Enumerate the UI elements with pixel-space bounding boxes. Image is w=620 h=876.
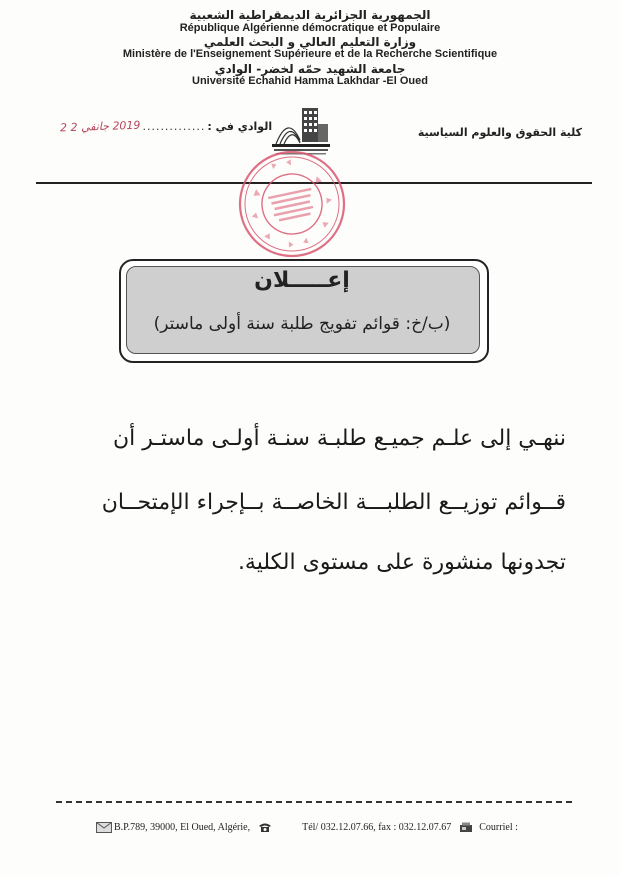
- header-university-ar: جامعة الشهيد حمّه لخضر- الوادي: [214, 62, 406, 76]
- body-line-2: قــوائم توزيــع الطلبـــة الخاصــة بــإجراء الإمتحــان: [101, 490, 566, 515]
- place-label: الوادي في :: [207, 120, 273, 133]
- body-line-3: تجدونها منشورة على مستوى الكلية.: [237, 550, 566, 575]
- header-ministry-fr: Ministère de l'Enseignement Supérieure et de la Recherche Scientifique: [122, 48, 498, 60]
- body-line-1: ننهـي إلى علـم جميـع طلبـة سنـة أولـى ماستـر أن: [112, 426, 566, 451]
- header-republic-ar: الجمهورية الجزائرية الديمقراطية الشعبية: [189, 8, 431, 22]
- place-dots: ..............: [142, 120, 206, 133]
- faculty-name: كلية الحقوق والعلوم السياسية: [417, 126, 582, 139]
- announcement-title: إعـــــلان: [254, 268, 350, 293]
- header-ministry-ar: وزارة التعليم العالي و البحث العلمي: [203, 35, 417, 49]
- envelope-icon: [96, 822, 112, 833]
- header-republic-fr: République Algérienne démocratique et Populaire: [179, 22, 441, 34]
- place-date: [60, 120, 272, 133]
- announcement-subtitle: (ب/خ: قوائم تفويج طلبة سنة أولى ماستر): [153, 314, 451, 334]
- phone-icon: [258, 822, 272, 833]
- footer-email-label: Courriel :: [479, 822, 518, 833]
- footer: [96, 822, 526, 833]
- handwritten-date: 2019 جانفي 2 2: [59, 118, 141, 135]
- footer-phone: Tél/ 032.12.07.66, fax : 032.12.07.67: [302, 822, 452, 833]
- footer-divider: [56, 801, 572, 803]
- faculty-stamp: [226, 138, 359, 271]
- fax-icon: [459, 822, 473, 833]
- footer-address: B.P.789, 39000, El Oued, Algérie,: [114, 822, 251, 833]
- header-university-fr: Université Echahid Hamma Lakhdar -El Oued: [192, 75, 428, 87]
